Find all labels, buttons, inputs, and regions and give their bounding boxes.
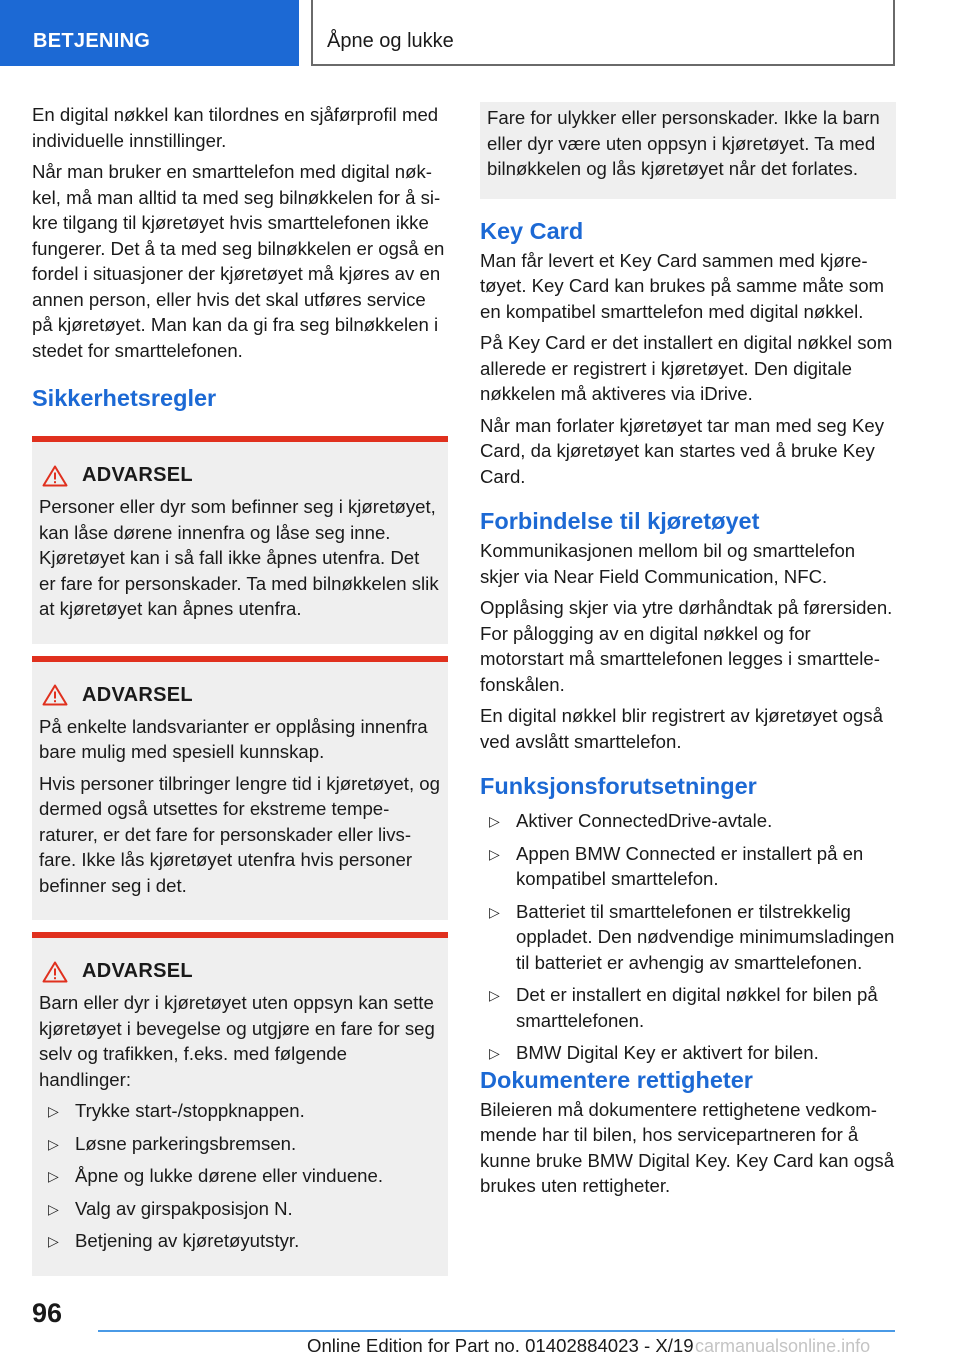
body-paragraph: Opplåsing skjer via ytre dørhåndtak på førersiden. For pålogging av en digital nøkkel og for motorstart må smarttelefonen legges i smarttelefonskålen.: [480, 597, 893, 695]
requirements-list: [480, 808, 896, 1066]
body-paragraph: En digital nøkkel blir registrert av kjøretøyet også ved avslått smarttelefon.: [480, 705, 884, 752]
triangle-right-outline-icon: ▷: [48, 1200, 59, 1217]
connection-heading: Forbindelse til kjøretøyet: [480, 508, 760, 534]
body-paragraph: På Key Card er det installert en digital nøkkel som allerede er registrert i kjøretøyet. Den digitale nøkkelen må aktiveres via iDrive.: [480, 332, 893, 404]
body-paragraph: Når man forlater kjøretøyet tar man med seg Key Card, da kjøretøyet kan startes ved å bruke Key Card.: [480, 414, 885, 487]
triangle-right-outline-icon: ▷: [489, 987, 500, 1003]
warning-triangle-icon: [42, 961, 68, 983]
topic-label: Åpne og lukke: [311, 0, 895, 66]
warning-continuation-box: [480, 102, 896, 199]
requirements-heading: Funksjonsforutsetninger: [480, 773, 757, 799]
key-card-heading: Key Card: [480, 217, 584, 244]
warning-triangle-icon: [42, 684, 68, 706]
list-item: ▷ Appen BMW Connected er installert på en kompatibel smarttelefon.: [489, 842, 864, 889]
warning-label: ADVARSEL: [82, 464, 193, 486]
list-item: ▷ Åpne og lukke dørene eller vinduene.: [39, 1163, 440, 1189]
list-item: ▷ Aktiver ConnectedDrive-avtale.: [480, 808, 896, 834]
warning-text: På enkelte landsvarianter er opplåsing innenfra bare mulig med spesiell kunnskap.: [39, 715, 428, 762]
warning-label: ADVARSEL: [82, 960, 193, 982]
warning-text: Personer eller dyr som befinner seg i kjøretøyet, kan låse dørene innenfra og låse seg inne. Kjøretøyet kan i så fall ikke åpnes utenfra. Det er fare for personskader. Ta med bilnøkkelen slik at kjøretøyet kan åpnes utenfra.: [39, 496, 439, 619]
warning-text: Hvis personer tilbringer lengre tid i kjøretøyet, og dermed også utsettes for ekstreme temperaturer, er det fare for personskader eller livsfare. Ikke lås kjøretøyet utenfra hvis personer befinner seg i det.: [39, 772, 440, 896]
warning-title: [39, 684, 440, 707]
warning-title: [39, 960, 440, 983]
triangle-right-outline-icon: ▷: [489, 845, 500, 862]
intro-paragraph: En digital nøkkel kan tilordnes en sjåførprofil med individuelle innstillinger.: [32, 104, 439, 151]
section-label: BETJENING: [0, 0, 299, 66]
warning-text: Barn eller dyr i kjøretøyet uten oppsyn kan sette kjøretøyet i bevegelse og utgjøre en fare for seg selv og trafikken, f.eks. med følgende handlinger:: [39, 992, 435, 1090]
list-item: ▷ Det er installert en digital nøkkel for bilen på smarttelefonen.: [489, 984, 878, 1031]
warning-label: ADVARSEL: [82, 683, 193, 706]
triangle-right-outline-icon: ▷: [489, 903, 500, 920]
footer-divider: [98, 1330, 895, 1332]
triangle-right-outline-icon: ▷: [48, 1233, 59, 1249]
warning-box: [32, 436, 448, 644]
warning-box: [32, 932, 448, 1276]
page-number: 96: [32, 1298, 63, 1328]
list-item: ▷ Trykke start-/stoppknappen.: [39, 1098, 440, 1124]
triangle-right-outline-icon: ▷: [48, 1135, 59, 1152]
triangle-right-outline-icon: ▷: [489, 813, 500, 829]
triangle-right-outline-icon: ▷: [48, 1168, 59, 1184]
triangle-right-outline-icon: ▷: [48, 1103, 59, 1119]
list-item: ▷ Valg av girspakposisjon N.: [39, 1196, 440, 1222]
list-item: ▷ BMW Digital Key er aktivert for bilen.: [480, 1040, 896, 1066]
list-item: ▷ Batteriet til smarttelefonen er tilstrekkelig oppladet. Den nødvendige minimumsladingen til batteriet er avhengig av smarttelefonen.: [489, 900, 895, 973]
page-header: [0, 0, 960, 66]
body-paragraph: Kommunikasjonen mellom bil og smarttelefon skjer via Near Field Communication, NFC.: [480, 540, 856, 587]
left-column: [32, 102, 448, 1288]
footer-edition: Online Edition for Part no. 01402884023 - X/19: [307, 1335, 694, 1356]
warning-box: [32, 656, 448, 921]
body-paragraph: Man får levert et Key Card sammen med kjøretøyet. Key Card kan brukes på samme måte som en kompatibel smarttelefon med digital nøkkel.: [480, 249, 885, 322]
list-item: ▷ Løsne parkeringsbremsen.: [39, 1131, 440, 1157]
right-column: [480, 102, 896, 1205]
triangle-right-outline-icon: ▷: [489, 1045, 500, 1061]
intro-paragraph: Når man bruker en smarttelefon med digital nøkkel, må man alltid ta med seg bilnøkkelen for å sikre tilgang til kjøretøyet hvis smarttelefonen ikke fungerer. Det å ta med seg bilnøkkelen er også en fordel i situasjoner der kjøretøyet må kjøres av en annen person, eller hvis det skal utføres service på kjøretøyet. Man kan da gi fra seg bilnøkkelen i stedet for smarttelefonen.: [32, 161, 445, 361]
safety-heading: Sikkerhetsregler: [32, 385, 217, 411]
warning-title: [39, 464, 440, 487]
list-item: ▷ Betjening av kjøretøyutstyr.: [39, 1228, 440, 1254]
warning-action-list: [39, 1098, 440, 1254]
warning-text: Fare for ulykker eller personskader. Ikke la barn eller dyr være uten oppsyn i kjøretøyet. Ta med bilnøkkelen og lås kjøretøyet når det forlates.: [487, 107, 880, 179]
watermark: carmanualsonline.info: [695, 1336, 871, 1356]
documentation-heading: Dokumentere rettigheter: [480, 1066, 753, 1093]
body-paragraph: Bileieren må dokumentere rettighetene vedkommende har til bilen, hos servicepartneren for å kunne bruke BMW Digital Key. Key Card kan også brukes uten rettigheter.: [480, 1098, 895, 1196]
warning-triangle-icon: [42, 465, 68, 487]
